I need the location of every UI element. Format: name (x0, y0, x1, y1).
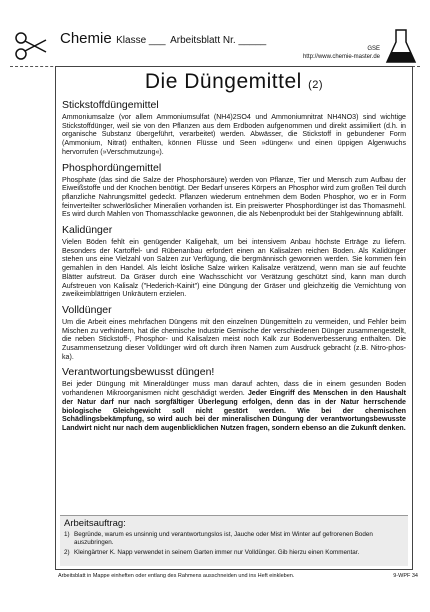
task-number: 2) (64, 549, 70, 556)
section-heading-phosphor: Phosphordüngemittel (62, 161, 162, 174)
task-number: 1) (64, 531, 70, 538)
page-title: Die Düngemittel (2) (144, 70, 324, 93)
section-heading-verantwortung: Verantwortungsbewusst düngen! (62, 366, 215, 379)
title-number: (2) (308, 79, 324, 91)
klasse-label: Klasse ___ (116, 35, 166, 46)
section-text-volldunger: Um die Arbeit eines mehrfachen Düngens mit den einzelnen Düngemitteln zu vermeiden, und Fehler beim Mischen zu verhindern, hat die chemische Industrie Gemische der verschiedenen Dünger zusammengestellt, die neben Stickstoff-, Phosphor- und Kalisalzen meist noch Kalk zur Bodenverbesserung enthalten. Die Zusammensetzung dieser Volldünger wird oft durch ihren Namen zum Ausdruck gebracht (z.B. Nitro-phos-ka). (62, 317, 406, 361)
subject-label: Chemie (60, 30, 112, 47)
scissors-icon (12, 28, 48, 64)
section-text-phosphor: Phosphate (das sind die Salze der Phosphorsäure) werden von Pflanze, Tier und Mensch zum Aufbau der Eiweißstoffe und der Knochen benötigt. Der Bedarf unseres Körpers an Phosphor wird zum großen Teil durch pflanzliche Nahrungsmittel gedeckt. Pflanzen wiederum entnehmen dem Boden Phosphor, wo er in Form feinverteilter schwerlöslicher Mineralien vorhanden ist. Ein preiswerter Phosphordünger ist das Thomasmehl. Es wird durch Mahlen von Thomasschlacke gewonnen, die als Nebenprodukt bei der Stahlgewinnung abfällt. (62, 175, 406, 219)
arbeitsblatt-label: Arbeitsblatt Nr. _____ (170, 35, 267, 46)
header-title (60, 30, 266, 48)
task-heading: Arbeitsauftrag: (64, 518, 126, 529)
section-text-verantwortung (62, 380, 406, 432)
section-heading-stickstoff: Stickstoffdüngemittel (62, 99, 159, 111)
content (62, 99, 406, 438)
worksheet-frame (55, 66, 413, 570)
website-url: http://www.chemie-master.de (302, 54, 380, 60)
flask-icon (384, 28, 418, 66)
footer-code: 9-WPF 34 (393, 573, 418, 579)
header-url-block (303, 45, 380, 61)
task-list (64, 531, 404, 559)
section-heading-volldunger: Volldünger (62, 303, 112, 316)
gse-label: GSE (367, 46, 380, 52)
task-box (60, 515, 408, 566)
section-heading-kali: Kalidünger (62, 224, 113, 237)
task-item (64, 549, 404, 557)
footer-instruction: Arbeitsblatt in Mappe einheften oder entlang des Rahmens ausschneiden und ins Heft einkleben. (58, 573, 295, 579)
task-item (64, 531, 404, 547)
verantwortung-normal-text: Bei jeder Düngung mit Mineraldünger muss man darauf achten, dass die in einem gesunden Boden vorhandenen Mikroorganismen nicht geschädigt werden. (62, 380, 406, 398)
verantwortung-bold-text: Jeder Eingriff des Menschen in den Haushalt der Natur darf nur nach sorgfältiger Überlegung erfolgen, denn das in der Natur herrschende biologische Gleichgewicht soll nicht gestört werden. Wie bei der chemischen Schädlingsbekämpfung, so wird auch bei der mineralischen Düngung der verantwortungsbewusste Landwirt nicht nur nach dem augenblicklichen Nutzen fragen, sondern ebenso an die Zukunft denken. (62, 389, 406, 432)
section-text-stickstoff: Ammoniumsalze (vor allem Ammoniumsulfat (NH4)2SO4 und Ammoniumnitrat NH4NO3) sind wichtige Stickstoffdünger, weil sie von den Pflanzen aus dem Erdboden aufgenommen und direkt assimiliert (d.h. in organische Substanz übergeführt, verarbeitet) werden. Abwässer, die Stickstoff in gebundener Form (Ammonium, Nitrat) enthalten, können Flüsse und Seen »düngen« und einen üppigen Algenwuchs hervorrufen (»Verschmutzung«). (62, 113, 406, 156)
task-text: Begründe, warum es unsinnig und verantwortungslos ist, Jauche oder Mist im Winter auf gefrorenen Boden auszubringen. (74, 531, 373, 546)
task-text: Kleingärtner K. Napp verwendet in seinem Garten immer nur Volldünger. Gib hierzu einen Kommentar. (74, 549, 360, 556)
section-text-kali: Vielen Böden fehlt ein genügender Kaligehalt, um bei intensivem Anbau höchste Erträge zu liefern. Besonders der Kartoffel- und Rübenanbau erfordert einen an Kalisalzen reichen Boden. Als Kalidünger stehen uns eine Vielzahl von Salzen zur Verfügung, die bergmännisch gewonnen werden. Sie kommen fein gemahlen in den Handel. Als leicht lösliche Salze wirken Kalisalze verätzend, wenn man sie auf feuchte Blätter aufstreut. Da Gräser durch eine Wachsschicht vor Verätzung geschützt sind, kann man durch Aufstreuen von Kalisalz ("Hederich-Kainit") eine Düngung der Gräser und gleichzeitig die Vernichtung von zweikeimblättrigen Unkräutern erzielen. (62, 238, 406, 299)
header (10, 28, 420, 68)
